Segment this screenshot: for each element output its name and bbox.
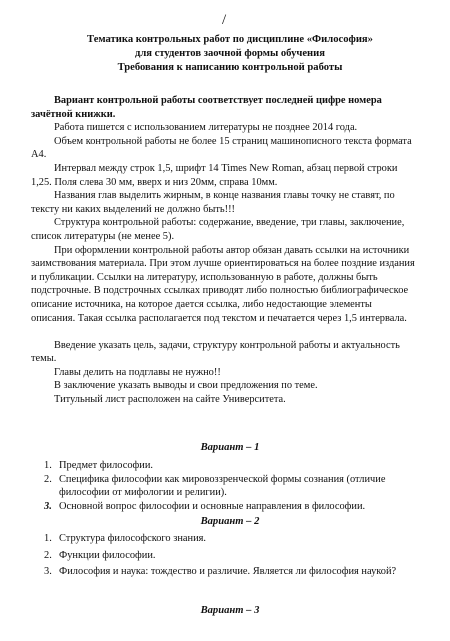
- list-number: 3.: [44, 566, 52, 578]
- list-number: 2.: [44, 473, 52, 485]
- list-item: [44, 473, 416, 500]
- page-mark: /: [222, 12, 227, 28]
- paragraph-volume: Объем контрольной работы не более 15 страниц машинописного текста формата А4.: [31, 135, 412, 161]
- list-number: 2.: [44, 549, 52, 561]
- list-number: 1.: [44, 460, 52, 471]
- list-number: 3.: [44, 500, 52, 512]
- paragraph-conclusion: В заключение указать выводы и свои предложения по теме.: [54, 380, 318, 392]
- paragraph-introduction: Введение указать цель, задачи, структуру контрольной работы и актуальность темы.: [31, 339, 400, 365]
- heading-line-3: Требования к написанию контрольной работы: [117, 62, 343, 73]
- list-number: 1.: [44, 533, 52, 544]
- variant-1-title: Вариант – 1: [200, 442, 260, 453]
- list-text: Предмет философии.: [59, 460, 153, 471]
- list-text: Специфика философии как мировоззренческой формы сознания (отличие философии от мифологии и религии).: [59, 473, 386, 499]
- list-text: Основной вопрос философии и основные направления в философии.: [59, 500, 366, 512]
- list-item: [44, 565, 416, 579]
- list-item: [44, 459, 416, 473]
- list-item: [44, 549, 416, 563]
- list-item: [44, 500, 416, 514]
- spacer: [31, 325, 416, 339]
- heading-line-2: для студентов заочной формы обучения: [134, 48, 325, 59]
- list-item: [44, 532, 416, 546]
- variant-2-list: [44, 532, 416, 579]
- variant-1-list: [44, 459, 416, 513]
- paragraph-structure: Структура контрольной работы: содержание, введение, три главы, заключение, список литературы (не менее 5).: [31, 217, 405, 242]
- variant-2-title: Вариант – 2: [200, 516, 260, 527]
- paragraph-literature: Работа пишется с использованием литературы не позднее 2014 года.: [54, 122, 358, 134]
- list-text: Структура философского знания.: [59, 533, 207, 544]
- variant-3-title: Вариант – 3: [200, 605, 260, 616]
- paragraph-formatting: Интервал между строк 1,5, шрифт 14 Times New Roman, абзац первой строки 1,25. Поля слева 30 мм, вверх и низ 20мм, справа 10мм.: [31, 162, 398, 188]
- list-text: Функции философии.: [59, 549, 156, 561]
- paragraph-references: При оформлении контрольной работы автор обязан давать ссылки на источники заимствования материала. При этом лучше ориентироваться на более поздние издания и публикации. Ссылки на литературу, использованную в работе, должны быть подстрочные. В подстрочных ссылках приводят либо полностью библиографическое описание источника, на которое дается ссылка, либо недостающие элементы описания. Такая ссылка располагается под текстом и печатается через 1,5 интервала.: [31, 244, 415, 324]
- paragraph-chapter-titles: Названия глав выделить жирным, в конце названия главы точку не ставят, по тексту ни каких выделений не должно быть!!!: [31, 190, 395, 215]
- paragraph-subchapters: Главы делить на подглавы не нужно!!: [54, 366, 221, 378]
- heading-line-1: Тематика контрольных работ по дисциплине «Философия»: [87, 34, 373, 45]
- list-text: Философия и наука: тождество и различие. Является ли философия наукой?: [59, 566, 397, 578]
- paragraph-title-page: Титульный лист расположен на сайте Университета.: [54, 394, 286, 406]
- paragraph-variant-rule: Вариант контрольной работы соответствует последней цифре номера зачётной книжки.: [31, 95, 382, 120]
- requirements-text: [31, 94, 416, 407]
